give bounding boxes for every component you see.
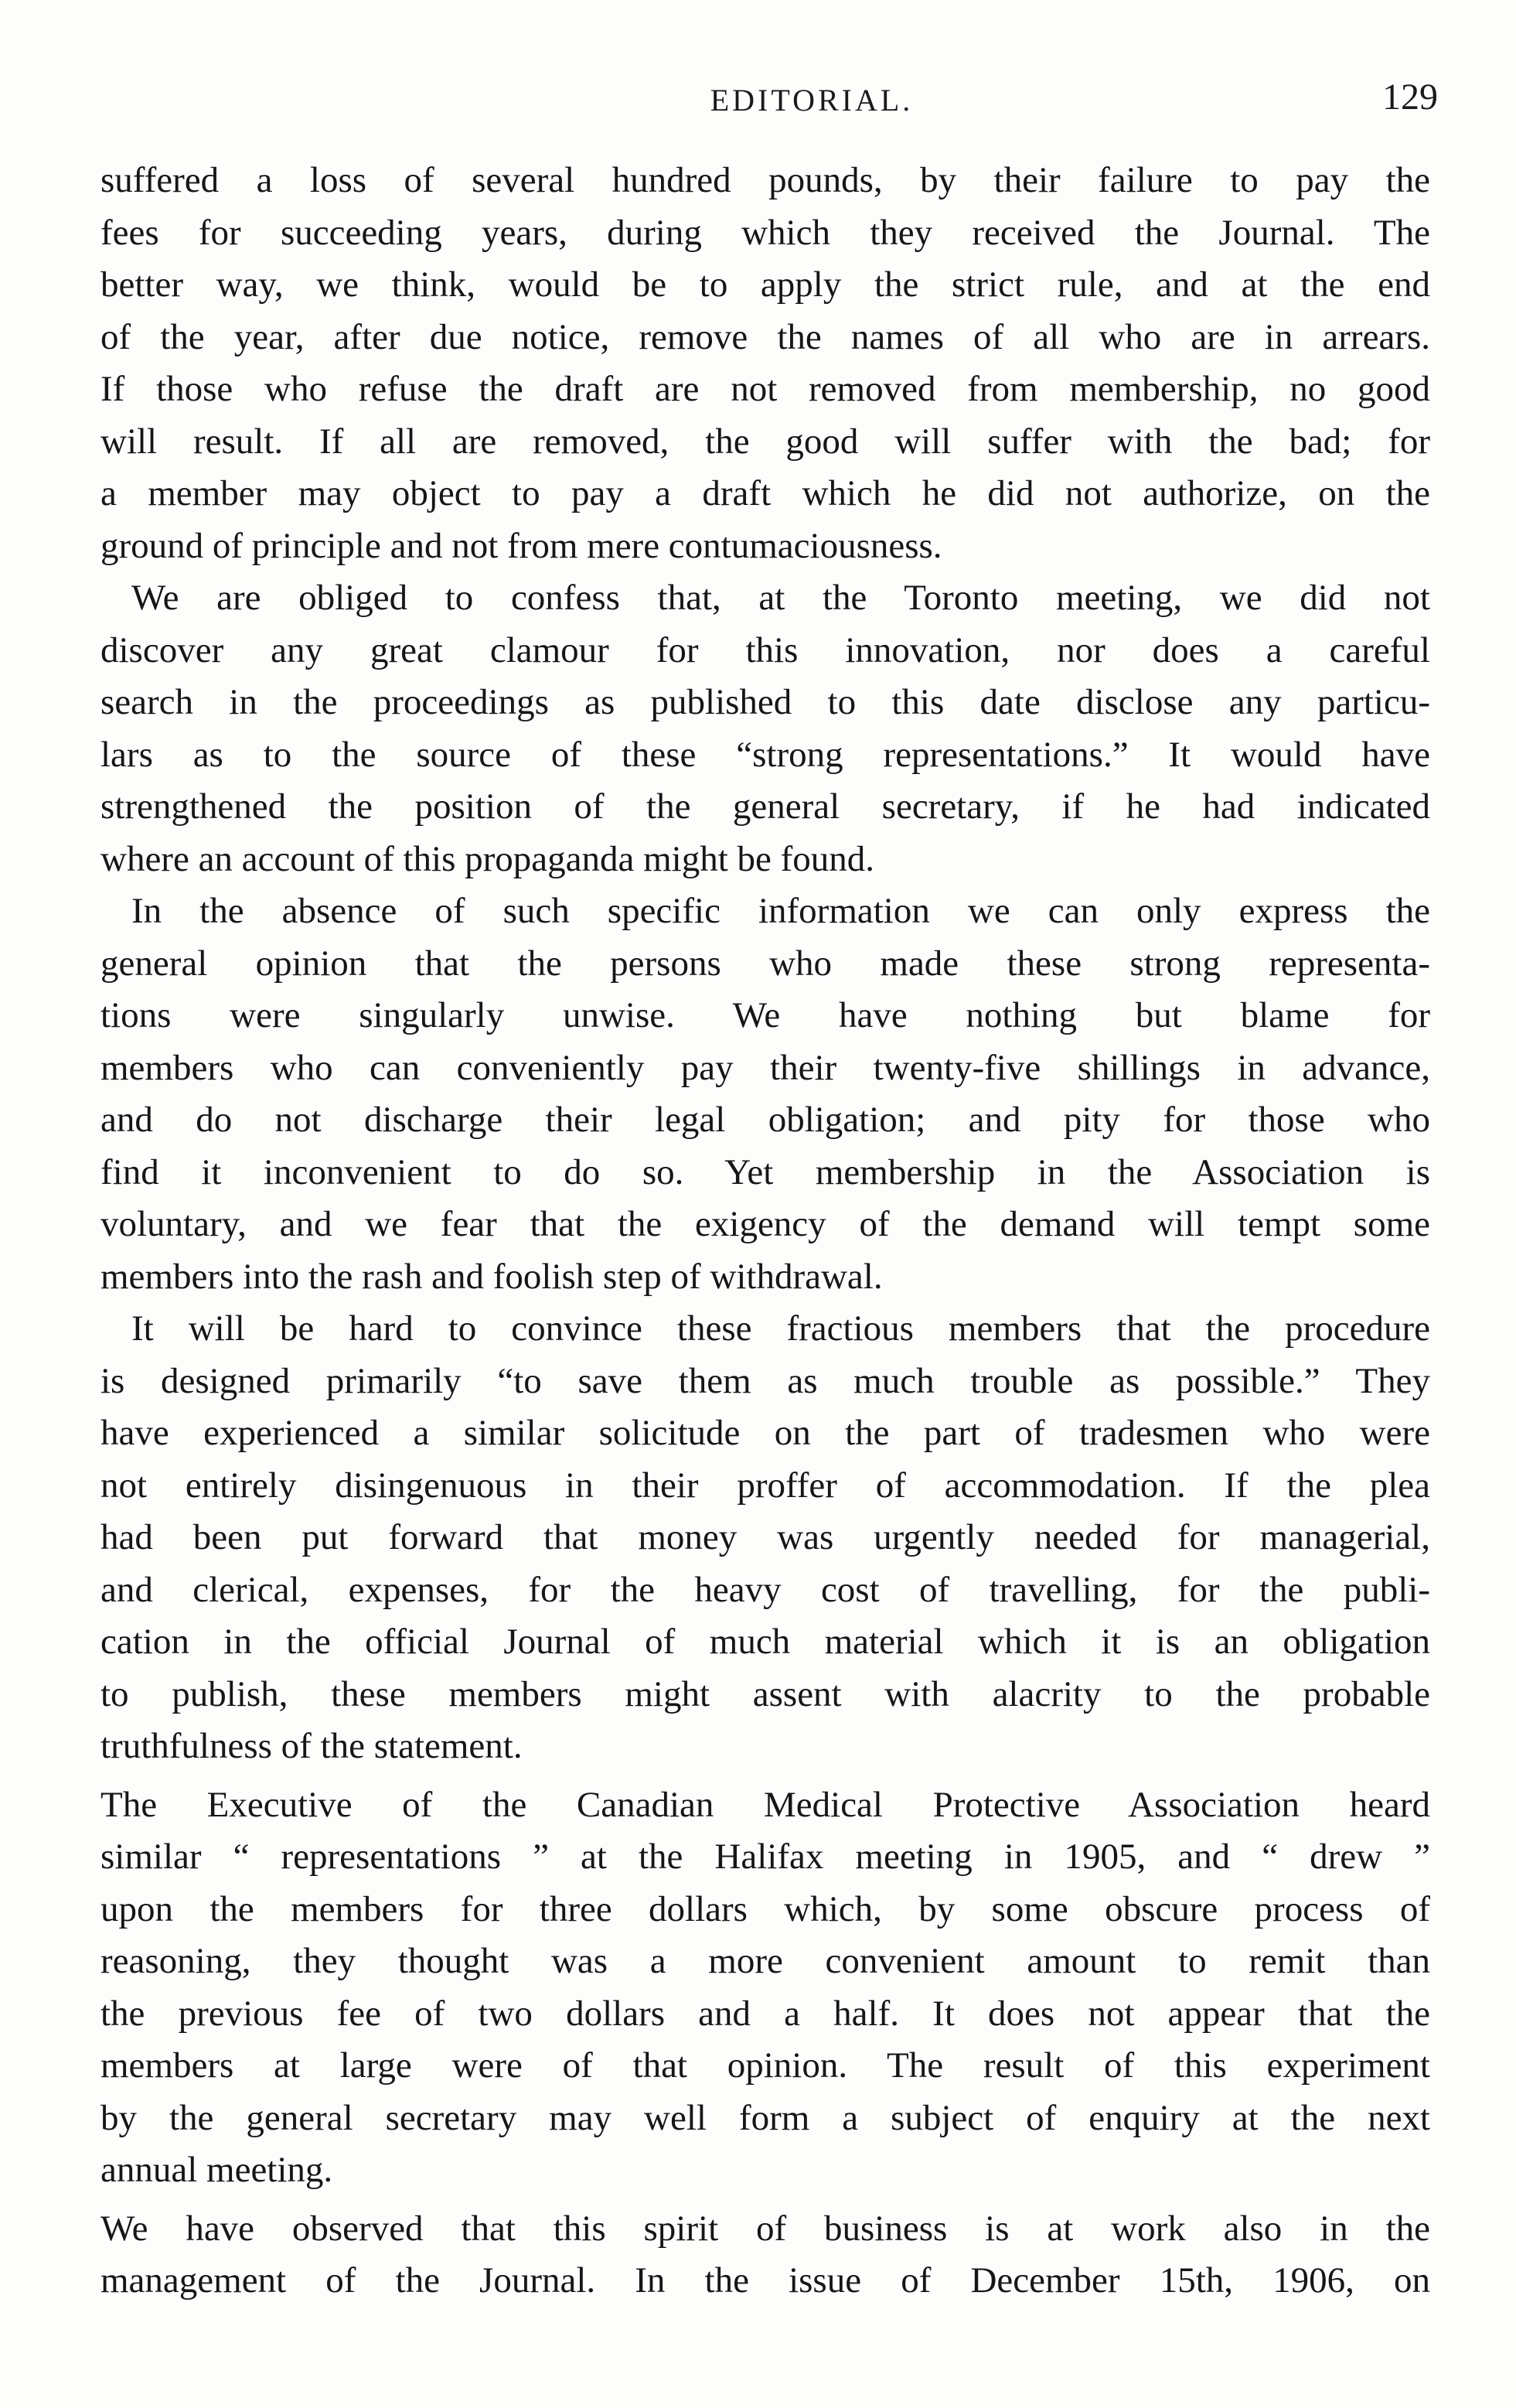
text-line: of the year, after due notice, remove the names of all who are in arrears. xyxy=(100,316,1430,357)
text-line: strengthened the position of the general secretary, if he had indicated xyxy=(100,786,1430,827)
running-head: EDITORIAL. xyxy=(710,83,914,118)
text-line: members at large were of that opinion. The result of this experiment xyxy=(100,2045,1430,2086)
text-line: a member may object to pay a draft which he did not authorize, on the xyxy=(100,473,1430,513)
text-line: and clerical, expenses, for the heavy cost of travelling, for the publi- xyxy=(100,1569,1430,1610)
text-line: is designed primarily “to save them as much trouble as possible.” They xyxy=(100,1360,1430,1401)
text-line: tions were singularly unwise. We have nothing but blame for xyxy=(100,995,1430,1035)
text-line: In the absence of such specific information we can only express the xyxy=(131,891,1430,931)
text-line: If those who refuse the draft are not removed from membership, no good xyxy=(100,369,1430,409)
text-line: where an account of this propaganda might be found. xyxy=(100,838,875,879)
text-line: better way, we think, would be to apply the strict rule, and at the end xyxy=(100,264,1430,305)
text-line: annual meeting. xyxy=(100,2150,333,2190)
text-line: lars as to the source of these “strong representations.” It would have xyxy=(100,734,1430,775)
text-line: had been put forward that money was urgently needed for managerial, xyxy=(100,1517,1430,1557)
paragraph-1 xyxy=(100,155,1430,572)
page-header xyxy=(100,68,1438,130)
text-line: ground of principle and not from mere contumaciousness. xyxy=(100,525,942,566)
text-line: voluntary, and we fear that the exigency of the demand will tempt some xyxy=(100,1204,1430,1244)
text-line: upon the members for three dollars which, by some obscure process of xyxy=(100,1888,1430,1929)
text-line: find it inconvenient to do so. Yet membership in the Association is xyxy=(100,1151,1430,1192)
text-line: members into the rash and foolish step of withdrawal. xyxy=(100,1256,883,1297)
text-line: have experienced a similar solicitude on the part of tradesmen who were xyxy=(100,1413,1430,1453)
text-line: fees for succeeding years, during which they received the Journal. The xyxy=(100,212,1430,253)
text-line: We are obliged to confess that, at the Toronto meeting, we did not xyxy=(131,578,1430,618)
paragraph-5 xyxy=(100,1779,1430,2197)
text-line: will result. If all are removed, the good will suffer with the bad; for xyxy=(100,421,1430,462)
text-line: management of the Journal. In the issue of December 15th, 1906, on xyxy=(100,2260,1430,2301)
paragraph-gap xyxy=(100,2197,1430,2203)
text-line: to publish, these members might assent with alacrity to the probable xyxy=(100,1673,1430,1714)
text-line: by the general secretary may well form a subject of enquiry at the next xyxy=(100,2097,1430,2138)
text-line: cation in the official Journal of much material which it is an obligation xyxy=(100,1622,1430,1662)
editorial-body xyxy=(100,155,1430,2307)
paragraph-4 xyxy=(100,1303,1430,1773)
text-line: similar “ representations ” at the Halifax meeting in 1905, and “ drew ” xyxy=(100,1837,1430,1877)
text-line: suffered a loss of several hundred pounds, by their failure to pay the xyxy=(100,160,1430,200)
paragraph-gap xyxy=(100,1773,1430,1779)
text-line: It will be hard to convince these fractious members that the procedure xyxy=(131,1308,1430,1349)
paragraph-3 xyxy=(100,885,1430,1303)
text-line: the previous fee of two dollars and a half. It does not appear that the xyxy=(100,1993,1430,2034)
text-line: search in the proceedings as published to this date disclose any particu- xyxy=(100,682,1430,722)
paragraph-2 xyxy=(100,572,1430,885)
text-line: general opinion that the persons who made these strong representa- xyxy=(100,943,1430,984)
page-number: 129 xyxy=(1382,77,1438,118)
text-line: We have observed that this spirit of business is at work also in the xyxy=(100,2208,1430,2249)
text-line: truthfulness of the statement. xyxy=(100,1726,523,1766)
text-line: discover any great clamour for this innovation, nor does a careful xyxy=(100,629,1430,670)
text-line: not entirely disingenuous in their proffer of accommodation. If the plea xyxy=(100,1465,1430,1506)
text-line: members who can conveniently pay their twenty-five shillings in advance, xyxy=(100,1047,1430,1088)
paragraph-6 xyxy=(100,2203,1430,2307)
text-line: The Executive of the Canadian Medical Protective Association heard xyxy=(100,1784,1430,1825)
text-line: reasoning, they thought was a more convenient amount to remit than xyxy=(100,1941,1430,1981)
text-line: and do not discharge their legal obligation; and pity for those who xyxy=(100,1100,1430,1140)
